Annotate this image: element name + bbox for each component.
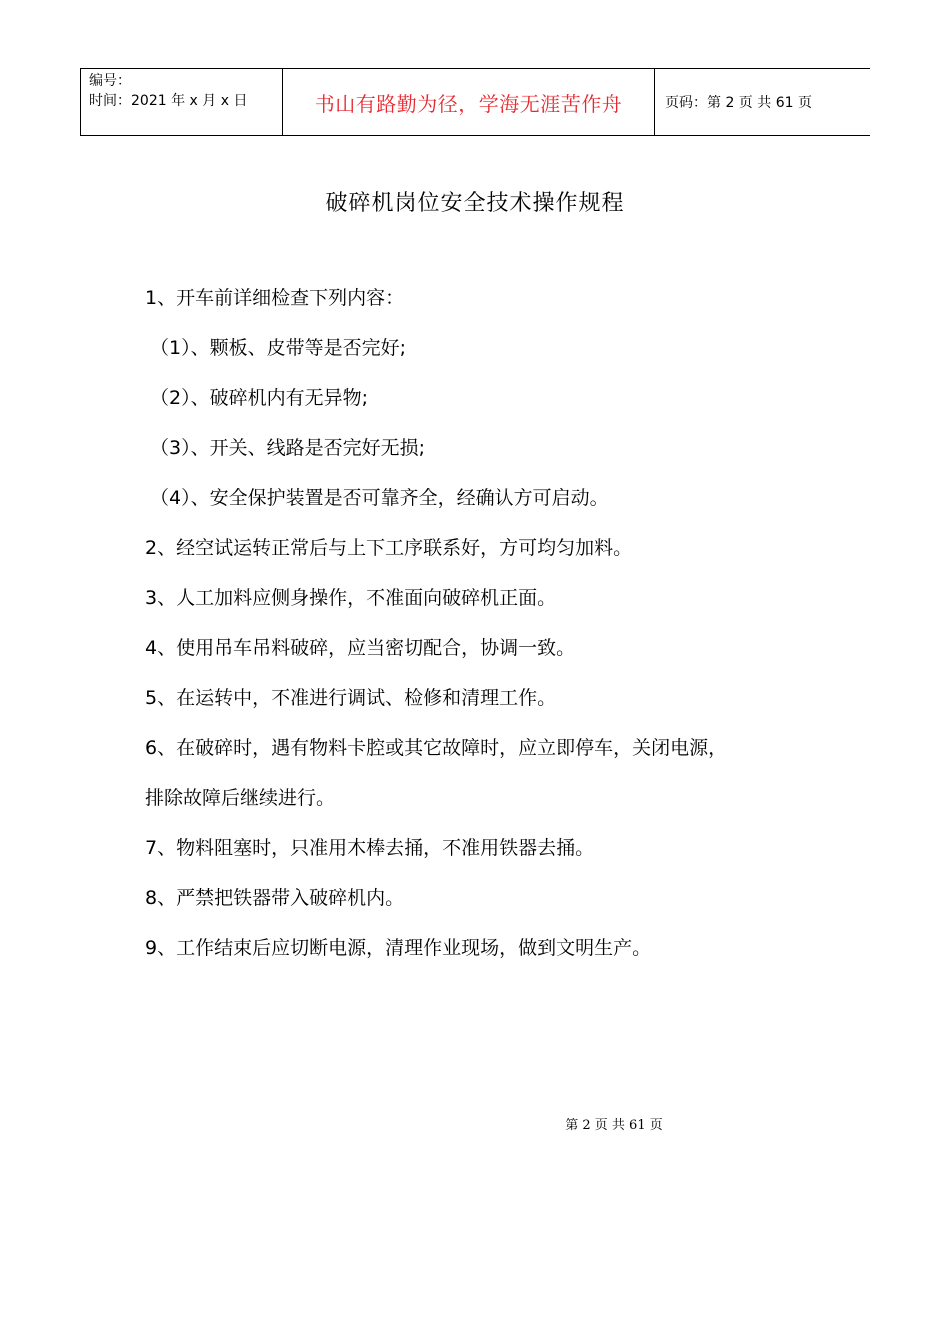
page-title: 破碎机岗位安全技术操作规程 bbox=[325, 191, 625, 216]
header-page-cell bbox=[655, 69, 870, 135]
document-number-label: 编号： bbox=[89, 73, 131, 89]
header-motto: 书山有路勤为径，学海无涯苦作舟 bbox=[314, 91, 623, 116]
header-motto-cell bbox=[283, 69, 655, 135]
body-line: 6、在破碎时，遇有物料卡腔或其它故障时，应立即停车，关闭电源， bbox=[145, 737, 728, 759]
body-line: 3、人工加料应侧身操作，不准面向破碎机正面。 bbox=[145, 587, 557, 609]
body-line: 5、在运转中，不准进行调试、检修和清理工作。 bbox=[145, 687, 557, 709]
body-line: （4）、安全保护装置是否可靠齐全，经确认方可启动。 bbox=[150, 487, 609, 509]
document-body bbox=[145, 280, 845, 980]
body-line: 4、使用吊车吊料破碎，应当密切配合，协调一致。 bbox=[145, 637, 576, 659]
header-page-code: 页码：第 2 页 共 61 页 bbox=[665, 95, 812, 111]
header-table bbox=[80, 68, 870, 136]
body-line: （2）、破碎机内有无异物; bbox=[150, 387, 368, 409]
body-line: 排除故障后继续进行。 bbox=[145, 787, 336, 809]
header-meta-cell bbox=[81, 69, 283, 135]
body-line: （1）、颗板、皮带等是否完好; bbox=[150, 337, 406, 359]
body-line: （3）、开关、线路是否完好无损; bbox=[150, 437, 425, 459]
body-line: 9、工作结束后应切断电源，清理作业现场，做到文明生产。 bbox=[145, 937, 652, 959]
document-time-label: 时间：2021 年 x 月 x 日 bbox=[89, 93, 248, 109]
body-line: 7、物料阻塞时，只准用木棒去捅，不准用铁器去捅。 bbox=[145, 837, 595, 859]
body-line: 8、严禁把铁器带入破碎机内。 bbox=[145, 887, 405, 909]
body-line: 2、经空试运转正常后与上下工序联系好，方可均匀加料。 bbox=[145, 537, 633, 559]
body-line: 1、开车前详细检查下列内容： bbox=[145, 287, 405, 309]
page-footer: 第 2 页 共 61 页 bbox=[565, 1118, 663, 1133]
